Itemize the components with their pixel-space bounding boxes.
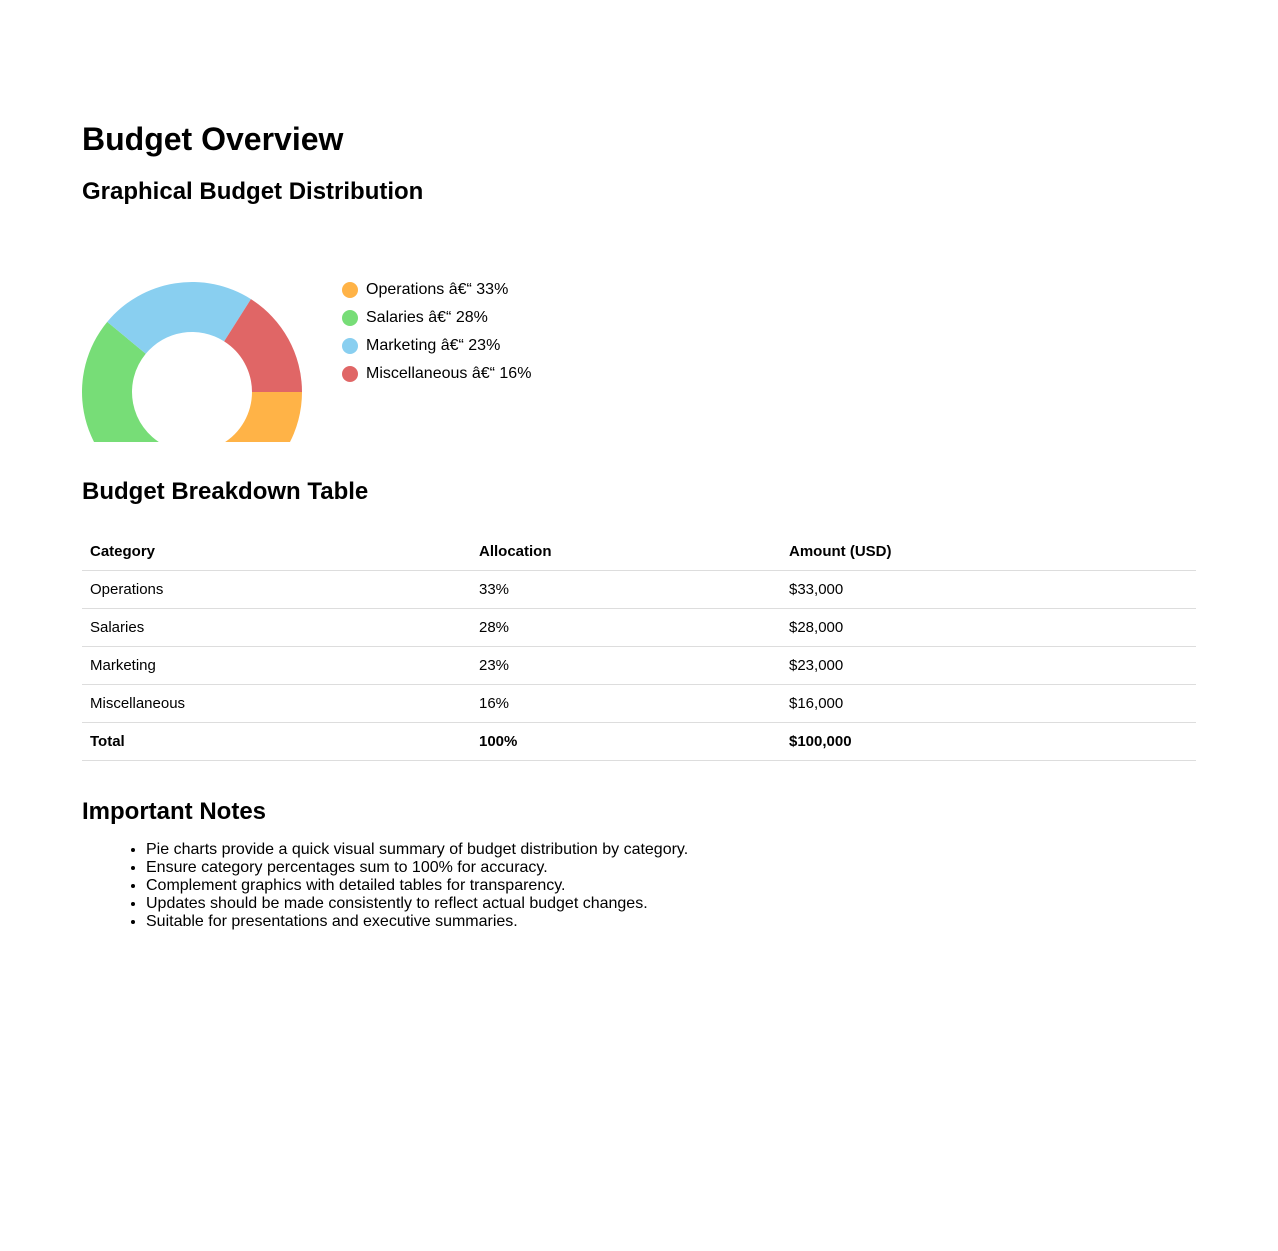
table-row — [82, 685, 1196, 723]
total-amount: $100,000 — [781, 723, 1196, 761]
cell-category: Marketing — [82, 647, 471, 685]
cell-category: Miscellaneous — [82, 685, 471, 723]
legend-label: Miscellaneous â€“ 16% — [366, 365, 532, 382]
cell-amount: $33,000 — [781, 571, 1196, 609]
legend-swatch — [342, 310, 358, 326]
page-title: Budget Overview — [82, 121, 344, 157]
legend-label: Marketing â€“ 23% — [366, 337, 501, 354]
table-row — [82, 609, 1196, 647]
notes-list — [122, 841, 688, 931]
table-total-row — [82, 723, 1196, 761]
notes-heading: Important Notes — [82, 798, 267, 825]
chart-legend — [342, 276, 531, 388]
legend-label: Operations â€“ 33% — [366, 281, 509, 298]
list-item: • Ensure category percentages sum to 100% for accuracy. — [146, 859, 688, 877]
cell-category: Salaries — [82, 609, 471, 647]
cell-allocation: 16% — [471, 685, 781, 723]
table-header-row — [82, 533, 1196, 571]
column-header-amount: Amount (USD) — [781, 533, 1196, 571]
table-row — [82, 647, 1196, 685]
budget-table — [82, 533, 1196, 761]
cell-allocation: 23% — [471, 647, 781, 685]
cell-allocation: 28% — [471, 609, 781, 647]
column-header-allocation: Allocation — [471, 533, 781, 571]
table-row — [82, 571, 1196, 609]
list-item: • Updates should be made consistently to reflect actual budget changes. — [146, 895, 688, 913]
list-item: • Pie charts provide a quick visual summary of budget distribution by category. — [146, 841, 688, 859]
table-heading: Budget Breakdown Table — [82, 478, 369, 505]
list-item: • Complement graphics with detailed tables for transparency. — [146, 877, 688, 895]
cell-category: Operations — [82, 571, 471, 609]
list-item: • Suitable for presentations and executive summaries. — [146, 913, 688, 931]
cell-amount: $23,000 — [781, 647, 1196, 685]
total-label: Total — [82, 723, 471, 761]
legend-item-salaries — [342, 304, 531, 332]
legend-item-marketing — [342, 332, 531, 360]
pie-slice-operations — [139, 392, 302, 442]
legend-item-operations — [342, 276, 531, 304]
legend-swatch — [342, 338, 358, 354]
total-allocation: 100% — [471, 723, 781, 761]
legend-swatch — [342, 282, 358, 298]
column-header-category: Category — [82, 533, 471, 571]
cell-amount: $28,000 — [781, 609, 1196, 647]
legend-swatch — [342, 366, 358, 382]
legend-label: Salaries â€“ 28% — [366, 309, 488, 326]
cell-amount: $16,000 — [781, 685, 1196, 723]
cell-allocation: 33% — [471, 571, 781, 609]
legend-item-miscellaneous — [342, 360, 531, 388]
graph-heading: Graphical Budget Distribution — [82, 178, 424, 205]
budget-donut-chart — [82, 222, 302, 442]
